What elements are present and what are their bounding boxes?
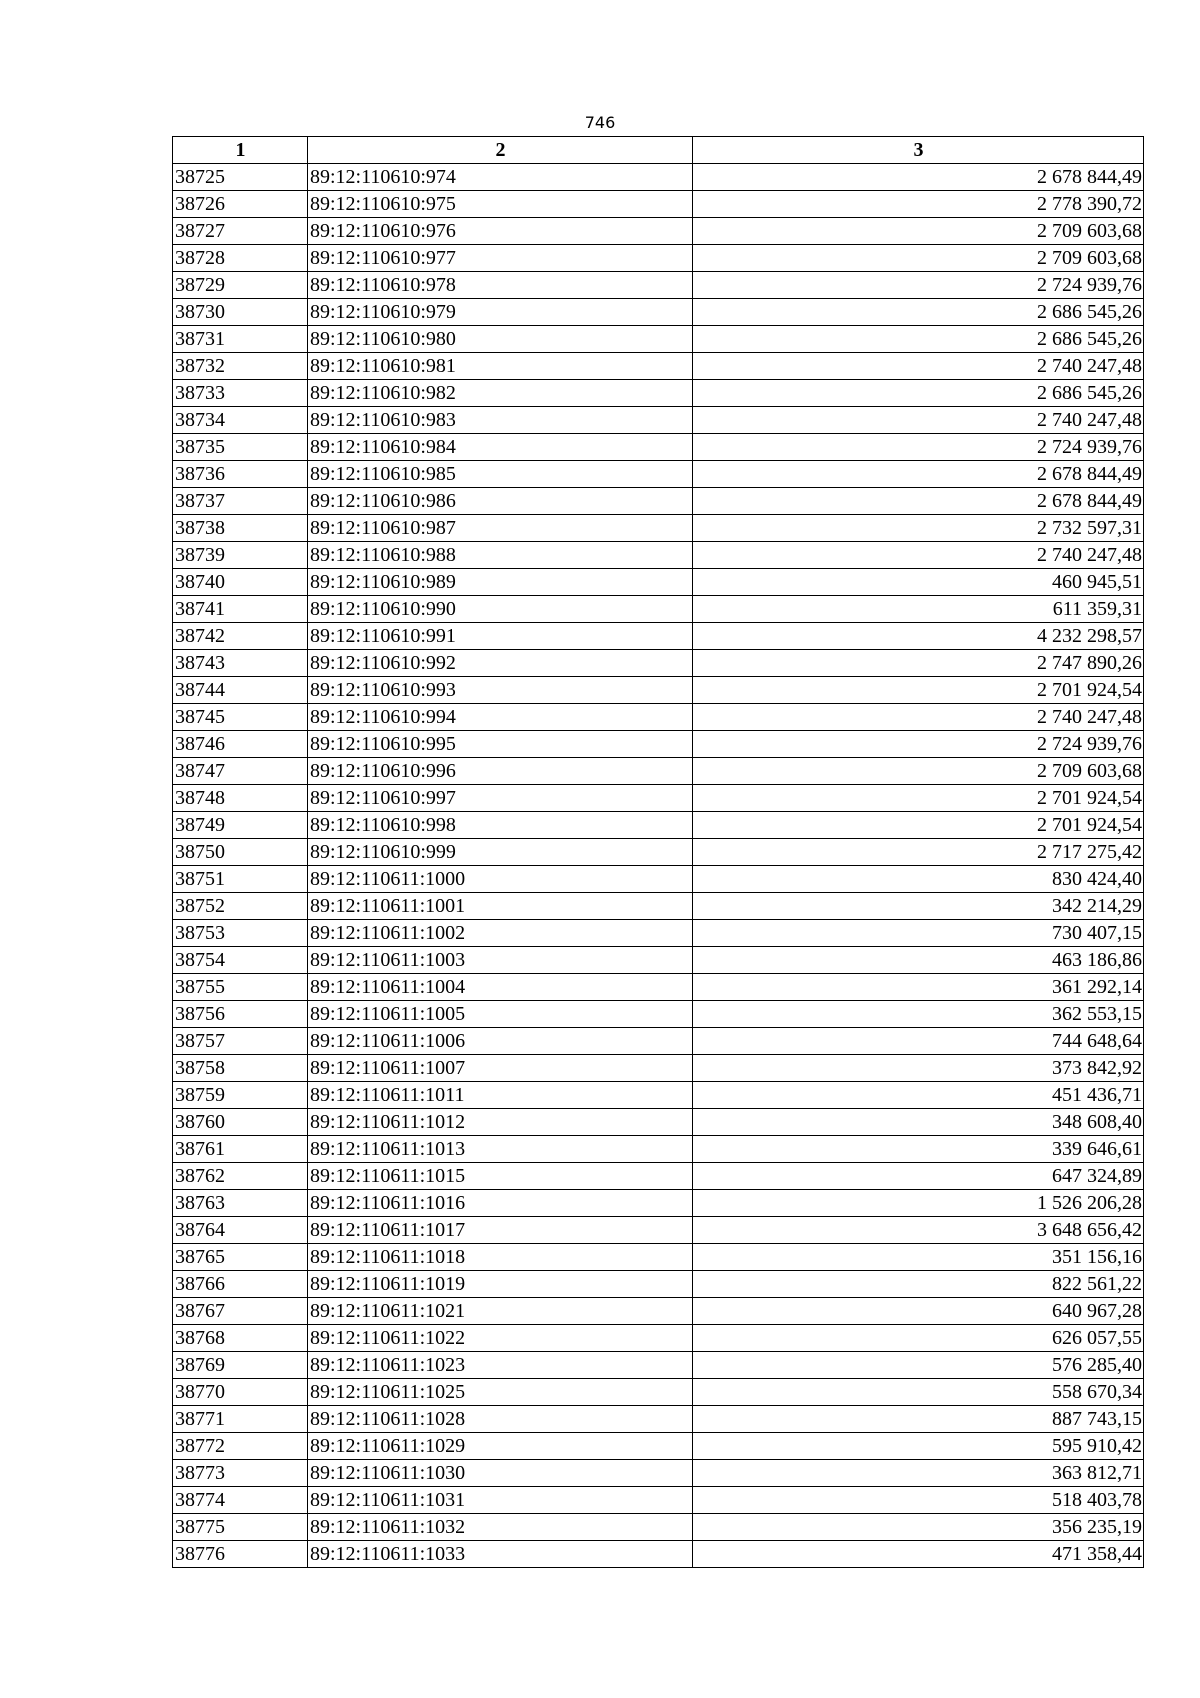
cadastral-value-cell: 342 214,29: [693, 893, 1144, 920]
cadastral-value-cell: 2 740 247,48: [693, 704, 1144, 731]
page-number: 746: [584, 113, 616, 132]
cadastral-number-cell: 89:12:110610:984: [308, 434, 693, 461]
row-number-cell: 38766: [173, 1271, 308, 1298]
cadastral-value-cell: 1 526 206,28: [693, 1190, 1144, 1217]
cadastral-value-cell: 2 686 545,26: [693, 380, 1144, 407]
row-number-cell: 38774: [173, 1487, 308, 1514]
table-row: [173, 1460, 1144, 1487]
row-number-cell: 38729: [173, 272, 308, 299]
table-row: [173, 488, 1144, 515]
cadastral-value-cell: 2 732 597,31: [693, 515, 1144, 542]
table-row: [173, 1001, 1144, 1028]
row-number-cell: 38738: [173, 515, 308, 542]
row-number-cell: 38749: [173, 812, 308, 839]
table-header-row: [173, 137, 1144, 164]
cadastral-number-cell: 89:12:110610:993: [308, 677, 693, 704]
cadastral-number-cell: 89:12:110610:994: [308, 704, 693, 731]
cadastral-value-cell: 2 724 939,76: [693, 272, 1144, 299]
table-row: [173, 596, 1144, 623]
table-row: [173, 812, 1144, 839]
cadastral-value-cell: 362 553,15: [693, 1001, 1144, 1028]
row-number-cell: 38740: [173, 569, 308, 596]
cadastral-value-cell: 2 686 545,26: [693, 326, 1144, 353]
table-row: [173, 272, 1144, 299]
cadastral-number-cell: 89:12:110610:974: [308, 164, 693, 191]
row-number-cell: 38750: [173, 839, 308, 866]
cadastral-value-cell: 887 743,15: [693, 1406, 1144, 1433]
cadastral-number-cell: 89:12:110610:997: [308, 785, 693, 812]
table-row: [173, 1406, 1144, 1433]
row-number-cell: 38756: [173, 1001, 308, 1028]
row-number-cell: 38761: [173, 1136, 308, 1163]
cadastral-value-cell: 460 945,51: [693, 569, 1144, 596]
cadastral-number-cell: 89:12:110611:1023: [308, 1352, 693, 1379]
row-number-cell: 38725: [173, 164, 308, 191]
table-row: [173, 191, 1144, 218]
row-number-cell: 38767: [173, 1298, 308, 1325]
table-row: [173, 569, 1144, 596]
row-number-cell: 38772: [173, 1433, 308, 1460]
cadastral-value-cell: 2 724 939,76: [693, 731, 1144, 758]
table-row: [173, 407, 1144, 434]
cadastral-number-cell: 89:12:110611:1017: [308, 1217, 693, 1244]
row-number-cell: 38744: [173, 677, 308, 704]
cadastral-number-cell: 89:12:110610:982: [308, 380, 693, 407]
table-row: [173, 1379, 1144, 1406]
table-row: [173, 731, 1144, 758]
table-row: [173, 704, 1144, 731]
cadastral-value-cell: 744 648,64: [693, 1028, 1144, 1055]
row-number-cell: 38769: [173, 1352, 308, 1379]
table-row: [173, 1082, 1144, 1109]
row-number-cell: 38734: [173, 407, 308, 434]
row-number-cell: 38762: [173, 1163, 308, 1190]
table-row: [173, 650, 1144, 677]
cadastral-value-cell: 2 701 924,54: [693, 785, 1144, 812]
table-row: [173, 1217, 1144, 1244]
cadastral-number-cell: 89:12:110611:1005: [308, 1001, 693, 1028]
table-row: [173, 299, 1144, 326]
cadastral-number-cell: 89:12:110611:1025: [308, 1379, 693, 1406]
row-number-cell: 38733: [173, 380, 308, 407]
cadastral-value-cell: 647 324,89: [693, 1163, 1144, 1190]
cadastral-number-cell: 89:12:110610:978: [308, 272, 693, 299]
table-row: [173, 1352, 1144, 1379]
cadastral-value-cell: 830 424,40: [693, 866, 1144, 893]
table-row: [173, 542, 1144, 569]
row-number-cell: 38745: [173, 704, 308, 731]
table-row: [173, 920, 1144, 947]
cadastral-value-cell: 2 724 939,76: [693, 434, 1144, 461]
cadastral-value-cell: 2 709 603,68: [693, 758, 1144, 785]
cadastral-value-cell: 2 678 844,49: [693, 488, 1144, 515]
cadastral-number-cell: 89:12:110611:1004: [308, 974, 693, 1001]
cadastral-value-cell: 822 561,22: [693, 1271, 1144, 1298]
cadastral-value-cell: 2 701 924,54: [693, 677, 1144, 704]
cadastral-value-cell: 2 678 844,49: [693, 164, 1144, 191]
cadastral-value-cell: 518 403,78: [693, 1487, 1144, 1514]
table-row: [173, 515, 1144, 542]
table-row: [173, 893, 1144, 920]
row-number-cell: 38764: [173, 1217, 308, 1244]
cadastral-number-cell: 89:12:110610:981: [308, 353, 693, 380]
cadastral-value-cell: 640 967,28: [693, 1298, 1144, 1325]
cadastral-number-cell: 89:12:110611:1013: [308, 1136, 693, 1163]
row-number-cell: 38743: [173, 650, 308, 677]
row-number-cell: 38755: [173, 974, 308, 1001]
row-number-cell: 38728: [173, 245, 308, 272]
table-row: [173, 1541, 1144, 1568]
cadastral-value-cell: 348 608,40: [693, 1109, 1144, 1136]
row-number-cell: 38759: [173, 1082, 308, 1109]
cadastral-value-cell: 2 778 390,72: [693, 191, 1144, 218]
cadastral-value-cell: 356 235,19: [693, 1514, 1144, 1541]
cadastral-value-cell: 463 186,86: [693, 947, 1144, 974]
row-number-cell: 38746: [173, 731, 308, 758]
table-body: [173, 164, 1144, 1568]
row-number-cell: 38748: [173, 785, 308, 812]
cadastral-value-cell: 611 359,31: [693, 596, 1144, 623]
cadastral-value-cell: 730 407,15: [693, 920, 1144, 947]
table-row: [173, 326, 1144, 353]
row-number-cell: 38757: [173, 1028, 308, 1055]
table-row: [173, 1055, 1144, 1082]
row-number-cell: 38773: [173, 1460, 308, 1487]
cadastral-value-cell: 339 646,61: [693, 1136, 1144, 1163]
cadastral-number-cell: 89:12:110611:1015: [308, 1163, 693, 1190]
table-row: [173, 1136, 1144, 1163]
table-row: [173, 785, 1144, 812]
row-number-cell: 38754: [173, 947, 308, 974]
cadastral-number-cell: 89:12:110610:992: [308, 650, 693, 677]
row-number-cell: 38739: [173, 542, 308, 569]
cadastral-number-cell: 89:12:110610:977: [308, 245, 693, 272]
table-row: [173, 1514, 1144, 1541]
cadastral-number-cell: 89:12:110611:1032: [308, 1514, 693, 1541]
row-number-cell: 38763: [173, 1190, 308, 1217]
row-number-cell: 38732: [173, 353, 308, 380]
cadastral-number-cell: 89:12:110610:990: [308, 596, 693, 623]
row-number-cell: 38735: [173, 434, 308, 461]
cadastral-value-cell: 2 740 247,48: [693, 542, 1144, 569]
cadastral-number-cell: 89:12:110611:1022: [308, 1325, 693, 1352]
cadastral-number-cell: 89:12:110610:987: [308, 515, 693, 542]
table-row: [173, 1028, 1144, 1055]
row-number-cell: 38758: [173, 1055, 308, 1082]
row-number-cell: 38730: [173, 299, 308, 326]
row-number-cell: 38760: [173, 1109, 308, 1136]
table-row: [173, 1487, 1144, 1514]
cadastral-value-cell: 363 812,71: [693, 1460, 1144, 1487]
cadastral-number-cell: 89:12:110611:1012: [308, 1109, 693, 1136]
table-row: [173, 1244, 1144, 1271]
cadastral-number-cell: 89:12:110610:976: [308, 218, 693, 245]
table-row: [173, 461, 1144, 488]
row-number-cell: 38751: [173, 866, 308, 893]
cadastral-number-cell: 89:12:110610:998: [308, 812, 693, 839]
cadastral-value-cell: 2 740 247,48: [693, 407, 1144, 434]
cadastral-number-cell: 89:12:110611:1029: [308, 1433, 693, 1460]
row-number-cell: 38752: [173, 893, 308, 920]
cadastral-number-cell: 89:12:110611:1033: [308, 1541, 693, 1568]
row-number-cell: 38731: [173, 326, 308, 353]
row-number-cell: 38770: [173, 1379, 308, 1406]
cadastral-number-cell: 89:12:110611:1006: [308, 1028, 693, 1055]
table-row: [173, 1433, 1144, 1460]
table-row: [173, 1163, 1144, 1190]
table-row: [173, 164, 1144, 191]
cadastral-value-cell: 2 709 603,68: [693, 218, 1144, 245]
cadastral-number-cell: 89:12:110611:1011: [308, 1082, 693, 1109]
cadastral-number-cell: 89:12:110610:991: [308, 623, 693, 650]
cadastral-value-cell: 576 285,40: [693, 1352, 1144, 1379]
cadastral-number-cell: 89:12:110610:979: [308, 299, 693, 326]
row-number-cell: 38776: [173, 1541, 308, 1568]
row-number-cell: 38736: [173, 461, 308, 488]
cadastral-number-cell: 89:12:110611:1030: [308, 1460, 693, 1487]
table-row: [173, 1325, 1144, 1352]
cadastral-value-cell: 351 156,16: [693, 1244, 1144, 1271]
cadastral-value-cell: 471 358,44: [693, 1541, 1144, 1568]
cadastral-value-cell: 2 678 844,49: [693, 461, 1144, 488]
cadastral-value-cell: 558 670,34: [693, 1379, 1144, 1406]
row-number-cell: 38737: [173, 488, 308, 515]
cadastral-number-cell: 89:12:110610:983: [308, 407, 693, 434]
table-row: [173, 1109, 1144, 1136]
table-row: [173, 1271, 1144, 1298]
cadastral-value-cell: 361 292,14: [693, 974, 1144, 1001]
table-row: [173, 947, 1144, 974]
table-row: [173, 1298, 1144, 1325]
table-row: [173, 218, 1144, 245]
table-row: [173, 380, 1144, 407]
row-number-cell: 38747: [173, 758, 308, 785]
cadastral-value-cell: 595 910,42: [693, 1433, 1144, 1460]
cadastral-number-cell: 89:12:110610:980: [308, 326, 693, 353]
cadastral-number-cell: 89:12:110610:999: [308, 839, 693, 866]
cadastral-value-cell: 4 232 298,57: [693, 623, 1144, 650]
table-row: [173, 974, 1144, 1001]
cadastral-value-cell: 626 057,55: [693, 1325, 1144, 1352]
table-row: [173, 245, 1144, 272]
cadastral-number-cell: 89:12:110610:985: [308, 461, 693, 488]
row-number-cell: 38765: [173, 1244, 308, 1271]
cadastral-value-cell: 2 701 924,54: [693, 812, 1144, 839]
cadastral-number-cell: 89:12:110611:1000: [308, 866, 693, 893]
cadastral-number-cell: 89:12:110610:988: [308, 542, 693, 569]
cadastral-number-cell: 89:12:110611:1016: [308, 1190, 693, 1217]
cadastral-value-cell: 2 686 545,26: [693, 299, 1144, 326]
row-number-cell: 38727: [173, 218, 308, 245]
column-header-3: 3: [693, 137, 1144, 164]
table-row: [173, 758, 1144, 785]
table-row: [173, 866, 1144, 893]
table-row: [173, 1190, 1144, 1217]
table-row: [173, 434, 1144, 461]
column-header-2: 2: [308, 137, 693, 164]
cadastral-value-table: [172, 136, 1144, 1568]
cadastral-number-cell: 89:12:110611:1028: [308, 1406, 693, 1433]
cadastral-value-cell: 2 717 275,42: [693, 839, 1144, 866]
cadastral-number-cell: 89:12:110610:996: [308, 758, 693, 785]
table-row: [173, 623, 1144, 650]
cadastral-number-cell: 89:12:110611:1001: [308, 893, 693, 920]
cadastral-value-cell: 373 842,92: [693, 1055, 1144, 1082]
row-number-cell: 38771: [173, 1406, 308, 1433]
cadastral-number-cell: 89:12:110611:1003: [308, 947, 693, 974]
table-row: [173, 353, 1144, 380]
cadastral-number-cell: 89:12:110611:1018: [308, 1244, 693, 1271]
cadastral-number-cell: 89:12:110610:975: [308, 191, 693, 218]
row-number-cell: 38726: [173, 191, 308, 218]
row-number-cell: 38753: [173, 920, 308, 947]
row-number-cell: 38768: [173, 1325, 308, 1352]
table-row: [173, 677, 1144, 704]
cadastral-value-cell: 2 709 603,68: [693, 245, 1144, 272]
cadastral-number-cell: 89:12:110611:1031: [308, 1487, 693, 1514]
column-header-1: 1: [173, 137, 308, 164]
table-row: [173, 839, 1144, 866]
cadastral-value-cell: 2 740 247,48: [693, 353, 1144, 380]
cadastral-number-cell: 89:12:110611:1021: [308, 1298, 693, 1325]
cadastral-number-cell: 89:12:110610:989: [308, 569, 693, 596]
cadastral-value-cell: 451 436,71: [693, 1082, 1144, 1109]
cadastral-number-cell: 89:12:110611:1007: [308, 1055, 693, 1082]
cadastral-value-cell: 2 747 890,26: [693, 650, 1144, 677]
row-number-cell: 38741: [173, 596, 308, 623]
cadastral-number-cell: 89:12:110610:995: [308, 731, 693, 758]
cadastral-number-cell: 89:12:110611:1019: [308, 1271, 693, 1298]
cadastral-value-cell: 3 648 656,42: [693, 1217, 1144, 1244]
cadastral-number-cell: 89:12:110610:986: [308, 488, 693, 515]
row-number-cell: 38775: [173, 1514, 308, 1541]
cadastral-number-cell: 89:12:110611:1002: [308, 920, 693, 947]
row-number-cell: 38742: [173, 623, 308, 650]
